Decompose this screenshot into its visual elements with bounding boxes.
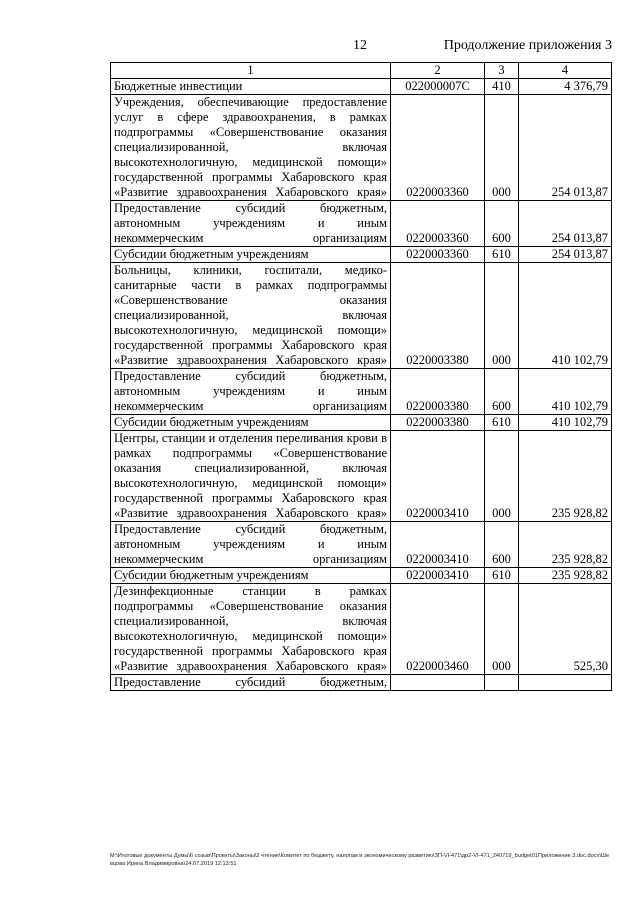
table-row — [111, 675, 612, 691]
row-amount: 254 013,87 — [519, 201, 612, 247]
row-type: 000 — [485, 95, 519, 201]
table-row — [111, 79, 612, 95]
row-code: 0220003460 — [391, 584, 485, 675]
row-code — [391, 675, 485, 691]
row-code: 0220003410 — [391, 522, 485, 568]
row-name: Субсидии бюджетным учреждениям — [111, 568, 391, 584]
row-type: 610 — [485, 247, 519, 263]
row-type: 600 — [485, 522, 519, 568]
table-row — [111, 247, 612, 263]
table-row — [111, 369, 612, 415]
row-type — [485, 675, 519, 691]
row-code: 0220003360 — [391, 95, 485, 201]
row-amount: 254 013,87 — [519, 95, 612, 201]
row-name: Дезинфекционные станции в рамках подпрограммы «Совершенствование оказания специализированной, включая высокотехнологичную, медицинской помощи» государственной программы Хабаровского края «Развитие здравоохранения Хабаровского края» — [111, 584, 391, 675]
row-code: 0220003380 — [391, 369, 485, 415]
table-row — [111, 415, 612, 431]
row-code: 0220003410 — [391, 431, 485, 522]
column-number: 1 — [111, 63, 391, 79]
row-name: Бюджетные инвестиции — [111, 79, 391, 95]
row-code: 0220003360 — [391, 201, 485, 247]
table-row — [111, 522, 612, 568]
row-name: Предоставление субсидий бюджетным, автономным учреждениям и иным некоммерческим организациям — [111, 369, 391, 415]
row-amount — [519, 675, 612, 691]
row-code: 0220003360 — [391, 247, 485, 263]
row-type: 000 — [485, 584, 519, 675]
row-type: 610 — [485, 568, 519, 584]
column-number: 3 — [485, 63, 519, 79]
row-name: Предоставление субсидий бюджетным, автономным учреждениям и иным некоммерческим организациям — [111, 522, 391, 568]
row-amount: 525,30 — [519, 584, 612, 675]
page-number: 12 — [353, 38, 367, 53]
table-row — [111, 201, 612, 247]
row-code: 0220003380 — [391, 415, 485, 431]
row-name: Предоставление субсидий бюджетным, автономным учреждениям и иным некоммерческим организациям — [111, 201, 391, 247]
table-row — [111, 584, 612, 675]
row-type: 000 — [485, 263, 519, 369]
column-number-row — [111, 63, 612, 79]
row-amount: 235 928,82 — [519, 431, 612, 522]
row-type: 600 — [485, 369, 519, 415]
column-number: 2 — [391, 63, 485, 79]
row-type: 000 — [485, 431, 519, 522]
row-type: 610 — [485, 415, 519, 431]
row-type: 410 — [485, 79, 519, 95]
row-code: 0220003410 — [391, 568, 485, 584]
row-name: Предоставление субсидий бюджетным, — [111, 675, 391, 691]
table-row — [111, 263, 612, 369]
row-amount: 235 928,82 — [519, 568, 612, 584]
row-amount: 254 013,87 — [519, 247, 612, 263]
row-amount: 410 102,79 — [519, 415, 612, 431]
row-amount: 410 102,79 — [519, 263, 612, 369]
table-row — [111, 95, 612, 201]
row-name: Учреждения, обеспечивающие предоставление услуг в сфере здравоохранения, в рамках подпрограммы «Совершенствование оказания специализированной, включая высокотехнологичную, медицинской помощи» государственной программы Хабаровского края «Развитие здравоохранения Хабаровского края» — [111, 95, 391, 201]
row-name: Больницы, клиники, госпитали, медико-санитарные части в рамках подпрограммы «Совершенствование оказания специализированной, включая высокотехнологичную, медицинской помощи» государственной программы Хабаровского края «Развитие здравоохранения Хабаровского края» — [111, 263, 391, 369]
budget-table — [110, 62, 612, 691]
table-row — [111, 431, 612, 522]
row-amount: 235 928,82 — [519, 522, 612, 568]
continuation-label: Продолжение приложения 3 — [443, 38, 612, 53]
row-name: Центры, станции и отделения переливания крови в рамках подпрограммы «Совершенствование оказания специализированной, включая высокотехнологичную, медицинской помощи» государственной программы Хабаровского края «Развитие здравоохранения Хабаровского края» — [111, 431, 391, 522]
row-type: 600 — [485, 201, 519, 247]
row-code: 022000007С — [391, 79, 485, 95]
file-path-footer: M:\Итоговые документы Думы\6 созыв\Проекты\Законы\2 чтение\Комитет по бюджету, налогам и экономическому развитию\ЗП-VI-471\др2-VI-471_240719_budget01Приложение 3.doc.docx\Шевцова Ирина Владимировна\24.07.2019 12:13:51 — [110, 853, 610, 867]
row-name: Субсидии бюджетным учреждениям — [111, 415, 391, 431]
row-amount: 4 376,79 — [519, 79, 612, 95]
row-code: 0220003380 — [391, 263, 485, 369]
table-row — [111, 568, 612, 584]
column-number: 4 — [519, 63, 612, 79]
page-header — [0, 38, 640, 58]
row-amount: 410 102,79 — [519, 369, 612, 415]
row-name: Субсидии бюджетным учреждениям — [111, 247, 391, 263]
